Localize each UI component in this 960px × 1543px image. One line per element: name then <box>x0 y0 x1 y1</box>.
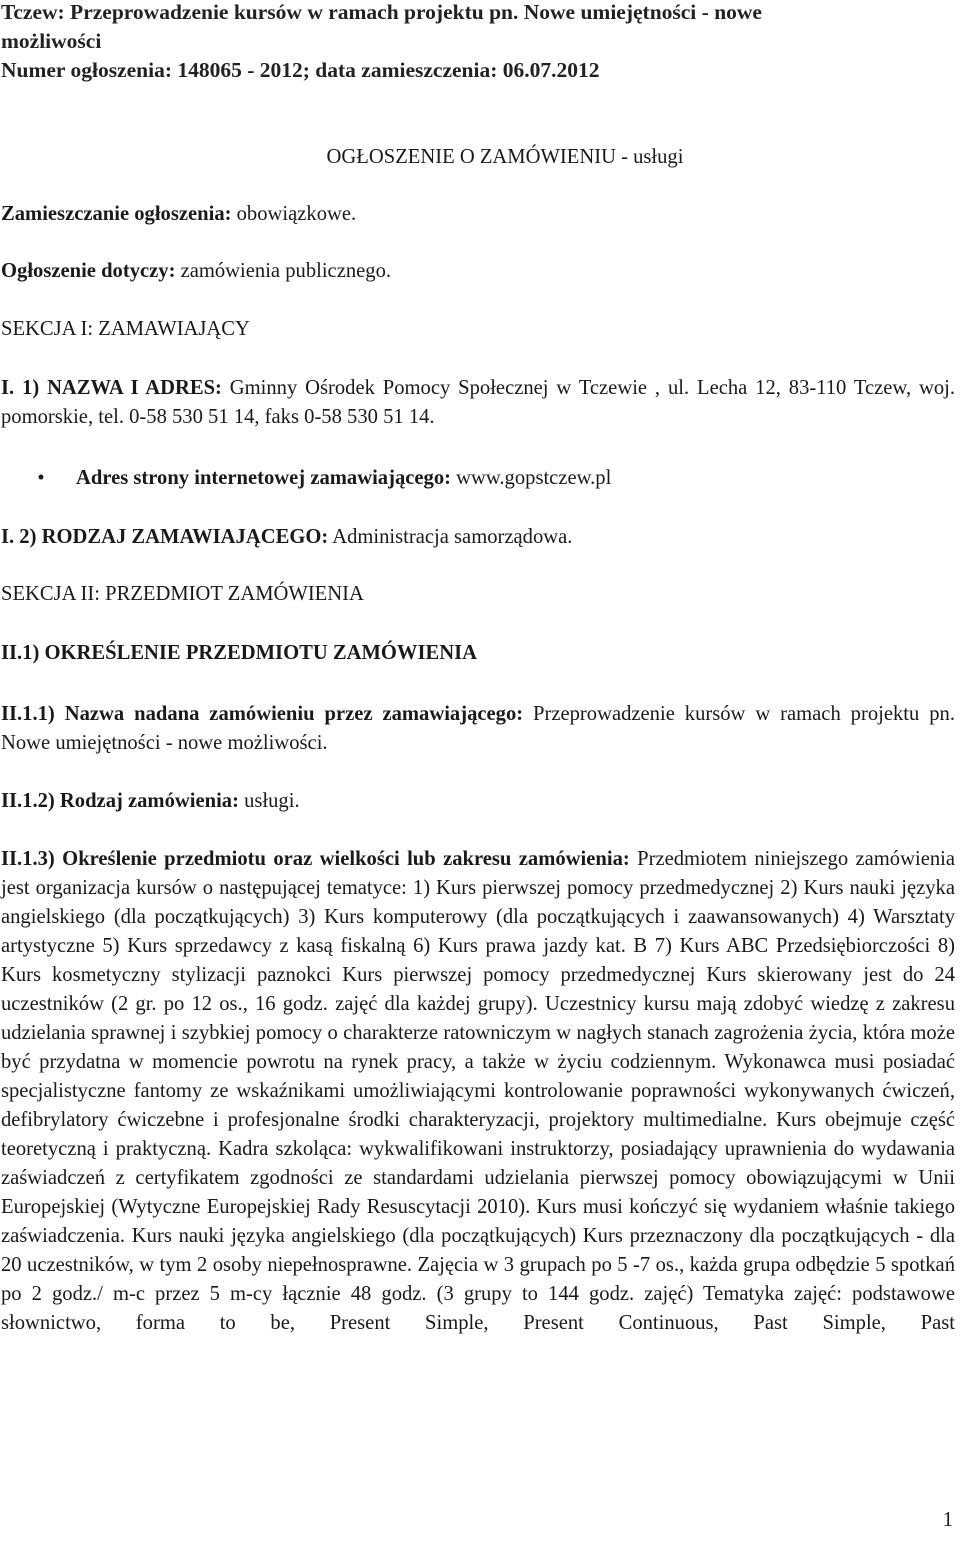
page-number: 1 <box>942 1509 953 1531</box>
subject-heading <box>1 639 955 668</box>
name-address-label: I. 1) NAZWA I ADRES: <box>1 377 222 399</box>
placement-value: obowiązkowe. <box>231 203 357 225</box>
section-2-heading: SEKCJA II: PRZEDMIOT ZAMÓWIENIA <box>1 583 364 605</box>
concerns-label: Ogłoszenie dotyczy: <box>1 260 176 282</box>
section-1-heading: SEKCJA I: ZAMAWIAJĄCY <box>1 318 250 340</box>
contract-name-label: II.1.1) Nazwa nadana zamówieniu przez zamawiającego: <box>1 703 524 725</box>
document-title <box>1 0 955 85</box>
name-address-paragraph <box>1 374 955 432</box>
title-line-2: możliwości <box>1 29 102 53</box>
contract-type-line <box>1 787 955 816</box>
contract-type-label: II.1.2) Rodzaj zamówienia: <box>1 790 239 812</box>
buyer-type-line <box>1 523 955 552</box>
concerns-value: zamówienia publicznego. <box>175 260 392 282</box>
scope-label: II.1.3) Określenie przedmiotu oraz wielkości lub zakresu zamówienia: <box>1 848 630 870</box>
buyer-type-value: Administracja samorządowa. <box>328 526 573 548</box>
title-line-1: Tczew: Przeprowadzenie kursów w ramach projektu pn. Nowe umiejętności - nowe <box>1 0 762 24</box>
notice-heading: OGŁOSZENIE O ZAMÓWIENIU - usługi <box>326 146 684 168</box>
scope-value: Przedmiotem niniejszego zamówienia jest organizacja kursów o następującej tematyce: 1) Kurs pierwszej pomocy przedmedycznej 2) Kurs nauki języka angielskiego (dla początkujących) 3) Kurs komputerowy (dla początkujących i zaawansowanych) 4) Warsztaty artystyczne 5) Kurs sprzedawcy z kasą fiskalną 6) Kurs prawa jazdy kat. B 7) Kurs ABC Przedsiębiorczości 8) Kurs kosmetyczny stylizacji paznokci Kurs pierwszej pomocy przedmedycznej Kurs skierowany jest do 24 uczestników (2 gr. po 12 os., 16 godz. zajęć dla każdej grupy). Uczestnicy kursu mają zdobyć wiedzę z zakresu udzielania sprawnej i szybkiej pomocy o charakterze ratowniczym w nagłych stanach zagrożenia życia, która może być przydatna w momencie powrotu na rynek pracy, a także w życiu codziennym. Wykonawca musi posiadać specjalistyczne fantomy ze wskaźnikami umożliwiającymi kontrolowanie poprawności wykonywanych ćwiczeń, defibrylatory ćwiczebne i profesjonalne środki charakteryzacji, projektory multimedialne. Kurs obejmuje część teoretyczną i praktyczną. Kadra szkoląca: wykwalifikowani instruktorzy, posiadający uprawnienia do wydawania zaświadczeń z certyfikatem zgodności ze standardami udzielania pierwszej pomocy obowiązującymi w Unii Europejskiej (Wytyczne Europejskiej Rady Resuscytacji 2010). Kurs musi kończyć się wydaniem właśnie takiego zaświadczenia. Kurs nauki języka angielskiego (dla początkujących) Kurs przeznaczony dla początkujących - dla 20 uczestników, w tym 2 osoby niepełnosprawne. Zajęcia w 3 grupach po 5 -7 os., każda grupa odbędzie 5 spotkań po 2 godz./ m-c przez 5 m-cy łącznie 48 godz. (3 grupy to 144 godz. zajęć) Tematyka zajęć: podstawowe słownictwo, forma to be, Present Simple, Present Continuous, Past Simple, Past <box>1 848 955 1334</box>
website-label: Adres strony internetowej zamawiającego: <box>76 467 451 489</box>
contract-type-value: usługi. <box>238 790 300 812</box>
placement-label: Zamieszczanie ogłoszenia: <box>1 203 232 225</box>
placement-line <box>1 200 955 229</box>
website-value: www.gopstczew.pl <box>450 467 612 489</box>
bullet-icon: • <box>37 467 45 489</box>
buyer-type-label: I. 2) RODZAJ ZAMAWIAJĄCEGO: <box>1 526 329 548</box>
name-address-value: Gminny Ośrodek Pomocy Społecznej w Tczewie , ul. Lecha 12, 83-110 Tczew, woj. pomorskie, tel. 0-58 530 51 14, faks 0-58 530 51 14. <box>1 377 956 428</box>
website-line <box>76 464 611 493</box>
scope-paragraph <box>1 845 955 1338</box>
title-line-3: Numer ogłoszenia: 148065 - 2012; data zamieszczenia: 06.07.2012 <box>1 58 600 82</box>
subject-heading-text: II.1) OKREŚLENIE PRZEDMIOTU ZAMÓWIENIA <box>1 642 478 664</box>
concerns-line <box>1 257 955 286</box>
contract-name-value: Przeprowadzenie kursów w ramach projektu pn. Nowe umiejętności - nowe możliwości. <box>1 703 955 754</box>
contract-name-paragraph <box>1 700 955 758</box>
